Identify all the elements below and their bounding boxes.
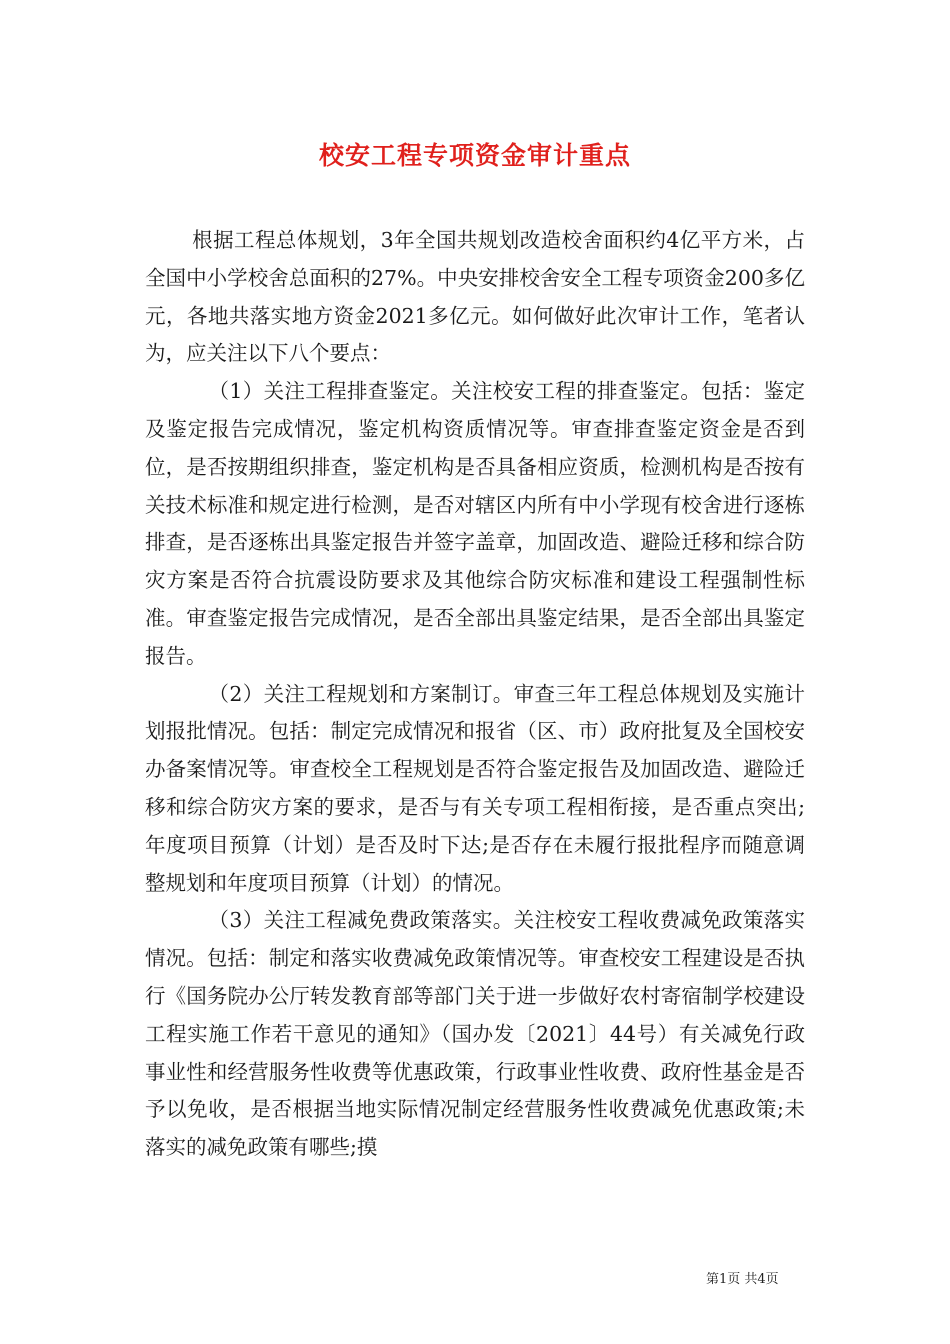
paragraph-item-2: （2）关注工程规划和方案制订。审查三年工程总体规划及实施计划报批情况。包括：制定完成情况和报省（区、市）政府批复及全国校安办备案情况等。审查校全工程规划是否符合鉴定报告及加固改造、避险迁移和综合防灾方案的要求，是否与有关专项工程相衔接，是否重点突出;年度项目预算（计划）是否及时下达;是否存在未履行报批程序而随意调整规划和年度项目预算（计划）的情况。 xyxy=(145,681,805,895)
page-number: 第1页 共4页 xyxy=(706,1272,779,1287)
paragraph-item-1: （1）关注工程排查鉴定。关注校安工程的排查鉴定。包括：鉴定及鉴定报告完成情况，鉴定机构资质情况等。审查排查鉴定资金是否到位，是否按期组织排查，鉴定机构是否具备相应资质，检测机构是否按有关技术标准和规定进行检测，是否对辖区内所有中小学现有校舍进行逐栋排查，是否逐栋出具鉴定报告并签字盖章，加固改造、避险迁移和综合防灾方案是否符合抗震设防要求及其他综合防灾标准和建设工程强制性标准。审查鉴定报告完成情况，是否全部出具鉴定结果，是否全部出具鉴定报告。 xyxy=(145,379,805,668)
paragraph-item-3: （3）关注工程减免费政策落实。关注校安工程收费减免政策落实情况。包括：制定和落实收费减免政策情况等。审查校安工程建设是否执行《国务院办公厅转发教育部等部门关于进一步做好农村寄宿制学校建设工程实施工作若干意见的通知》（国办发〔2021〕44号）有关减免行政事业性和经营服务性收费等优惠政策，行政事业性收费、政府性基金是否予以免收，是否根据当地实际情况制定经营服务性收费减免优惠政策;未落实的减免政策有哪些;摸 xyxy=(145,908,805,1160)
document-title: 校安工程专项资金审计重点 xyxy=(318,141,631,170)
paragraph-intro: 根据工程总体规划，3年全国共规划改造校舍面积约4亿平方米，占全国中小学校舍总面积的27%。中央安排校舍安全工程专项资金200多亿元，各地共落实地方资金2021多亿元。如何做好此次审计工作，笔者认为，应关注以下八个要点： xyxy=(145,228,805,366)
document-body xyxy=(145,222,805,1167)
